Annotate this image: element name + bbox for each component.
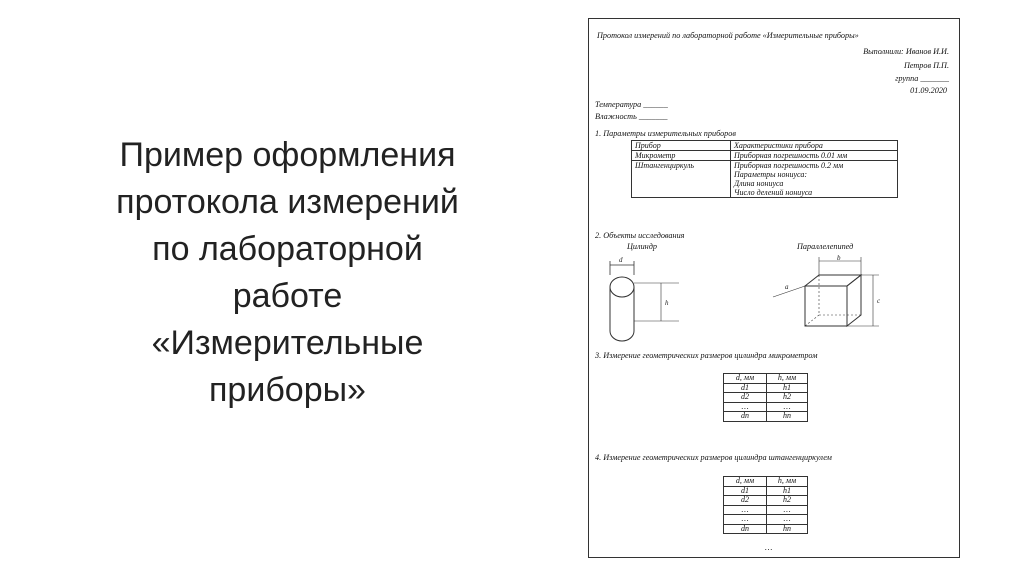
table-cell: hn [767, 412, 808, 422]
continuation-mark: … [765, 543, 773, 552]
table-header-row [632, 141, 898, 151]
table-row [724, 505, 808, 515]
table-header-cell: h, мм [767, 374, 808, 384]
characteristic-line: Число делений нониуса [734, 188, 813, 197]
table-header-cell: Прибор [632, 141, 731, 151]
table-cell: d2 [724, 496, 767, 506]
table-row [724, 515, 808, 525]
cylinder-diameter-label: d [619, 256, 623, 264]
caliper-table [723, 476, 808, 534]
performed-by: Выполнили: Иванов И.И. [863, 47, 949, 56]
device-cell: Микрометр [632, 151, 731, 161]
characteristic-line: Приборная погрешность 0.2 мм [734, 161, 844, 170]
table-header-row [724, 374, 808, 384]
table-cell: d1 [724, 486, 767, 496]
table-cell: dn [724, 524, 767, 534]
box-height-label: c [877, 297, 881, 305]
protocol-document [588, 18, 960, 558]
parallelepiped-diagram [761, 251, 901, 347]
group-field: группа _______ [895, 74, 949, 83]
section-2-title: 2. Объекты исследования [595, 231, 685, 240]
cylinder-height-label: h [665, 299, 669, 307]
table-cell: … [767, 402, 808, 412]
table-cell: … [724, 505, 767, 515]
table-cell: d2 [724, 393, 767, 403]
table-row [724, 402, 808, 412]
table-row [724, 524, 808, 534]
temperature-field: Температура ______ [595, 100, 668, 109]
table-cell: dn [724, 412, 767, 422]
table-header-cell: d, мм [724, 374, 767, 384]
micrometer-table [723, 373, 808, 422]
parallelepiped-label: Параллелепипед [797, 242, 854, 251]
humidity-field: Влажность _______ [595, 112, 668, 121]
table-header-cell: Характеристики прибора [731, 141, 898, 151]
section-3-title: 3. Измерение геометрических размеров цилиндра микрометром [595, 351, 818, 360]
characteristics-cell [731, 161, 898, 198]
instruments-table [631, 140, 898, 198]
box-width-label: b [837, 254, 841, 262]
table-cell: … [767, 505, 808, 515]
table-cell: h2 [767, 496, 808, 506]
table-row [724, 393, 808, 403]
characteristic-line: Длина нониуса [734, 179, 784, 188]
document-header: Протокол измерений по лабораторной работе «Измерительные приборы» [597, 31, 859, 40]
cylinder-label: Цилиндр [627, 242, 657, 251]
characteristic-line: Параметры нониуса: [734, 170, 808, 179]
table-cell: … [724, 515, 767, 525]
section-4-title: 4. Измерение геометрических размеров цилиндра штангенциркулем [595, 453, 832, 462]
table-row [724, 496, 808, 506]
table-row [724, 412, 808, 422]
table-row [724, 486, 808, 496]
table-cell: … [724, 402, 767, 412]
table-header-cell: d, мм [724, 477, 767, 487]
table-cell: h2 [767, 393, 808, 403]
table-cell: hn [767, 524, 808, 534]
table-row [724, 383, 808, 393]
box-depth-label: a [785, 283, 789, 291]
table-cell: h1 [767, 486, 808, 496]
device-cell: Штангенциркуль [632, 161, 731, 198]
table-header-row [724, 477, 808, 487]
cylinder-diagram [599, 251, 699, 347]
document-date: 01.09.2020 [910, 86, 947, 95]
table-cell: h1 [767, 383, 808, 393]
characteristics-cell: Приборная погрешность 0.01 мм [731, 151, 898, 161]
table-row [632, 161, 898, 198]
second-person: Петров П.П. [903, 61, 949, 70]
table-cell: … [767, 515, 808, 525]
table-cell: d1 [724, 383, 767, 393]
table-header-cell: h, мм [767, 477, 808, 487]
slide-title: Пример оформления протокола измерений по лабораторной работе «Измерительные приборы» [116, 136, 459, 409]
section-1-title: 1. Параметры измерительных приборов [595, 129, 736, 138]
table-row [632, 151, 898, 161]
